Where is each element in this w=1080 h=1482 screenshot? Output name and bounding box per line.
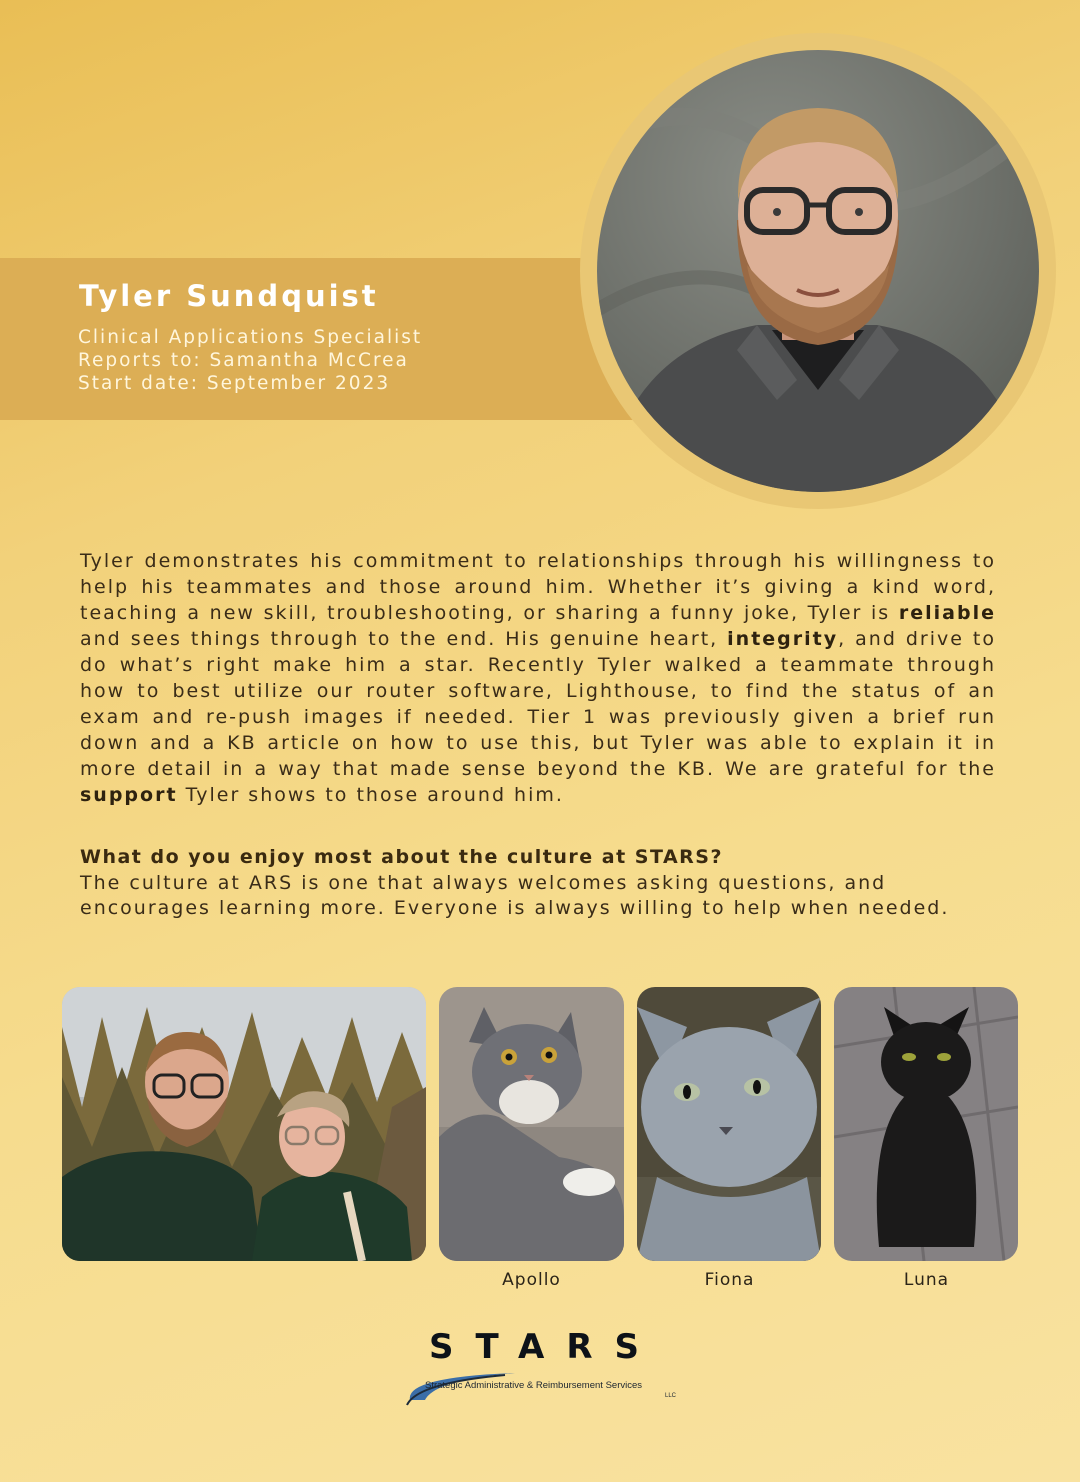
start-date: Start date: September 2023 (78, 373, 391, 394)
culture-question: What do you enjoy most about the culture at STARS? (80, 846, 724, 868)
employee-name: Tyler Sundquist (79, 279, 379, 313)
couple-photo (62, 987, 426, 1261)
cat-photo-luna (834, 987, 1018, 1261)
logo-wordmark: STARS (428, 1327, 662, 1367)
logo-tagline: Strategic Administrative & Reimbursement Services (425, 1380, 642, 1391)
keyword-support: support (80, 784, 178, 806)
story-text-3: , and drive to do what’s right make him a star. Recently Tyler walked a teammate through how to best utilize our router software, Lighthouse, to find the status of an exam and re-push images if needed. Tier 1 was previously given a brief run down and a KB article on how to use this, but Tyler was able to explain it in more detail in a way that made sense beyond the KB. We are grateful for the (80, 628, 996, 780)
recognition-story (80, 548, 996, 808)
stars-logo (395, 1325, 695, 1415)
cat-photo-fiona (637, 987, 821, 1261)
culture-answer: The culture at ARS is one that always welcomes asking questions, and encourages learning more. Everyone is always willing to help when needed. (80, 872, 950, 919)
caption-apollo: Apollo (502, 1270, 561, 1290)
cat-photo-apollo (439, 987, 624, 1261)
story-text-1: Tyler demonstrates his commitment to relationships through his willingness to help his teammates and those around him. Whether it’s giving a kind word, teaching a new skill, troubleshooting, or sharing a funny joke, Tyler is (80, 550, 996, 624)
story-text-4: Tyler shows to those around him. (177, 784, 564, 806)
logo-llc: LLC (664, 1393, 676, 1399)
caption-fiona: Fiona (704, 1270, 755, 1290)
reports-to: Reports to: Samantha McCrea (78, 350, 409, 371)
keyword-reliable: reliable (898, 602, 996, 624)
story-text-2: and sees things through to the end. His genuine heart, (80, 628, 728, 650)
portrait-photo (597, 50, 1039, 492)
job-title: Clinical Applications Specialist (78, 327, 423, 348)
caption-luna: Luna (903, 1270, 950, 1290)
keyword-integrity: integrity (727, 628, 839, 650)
employee-details (78, 326, 422, 395)
